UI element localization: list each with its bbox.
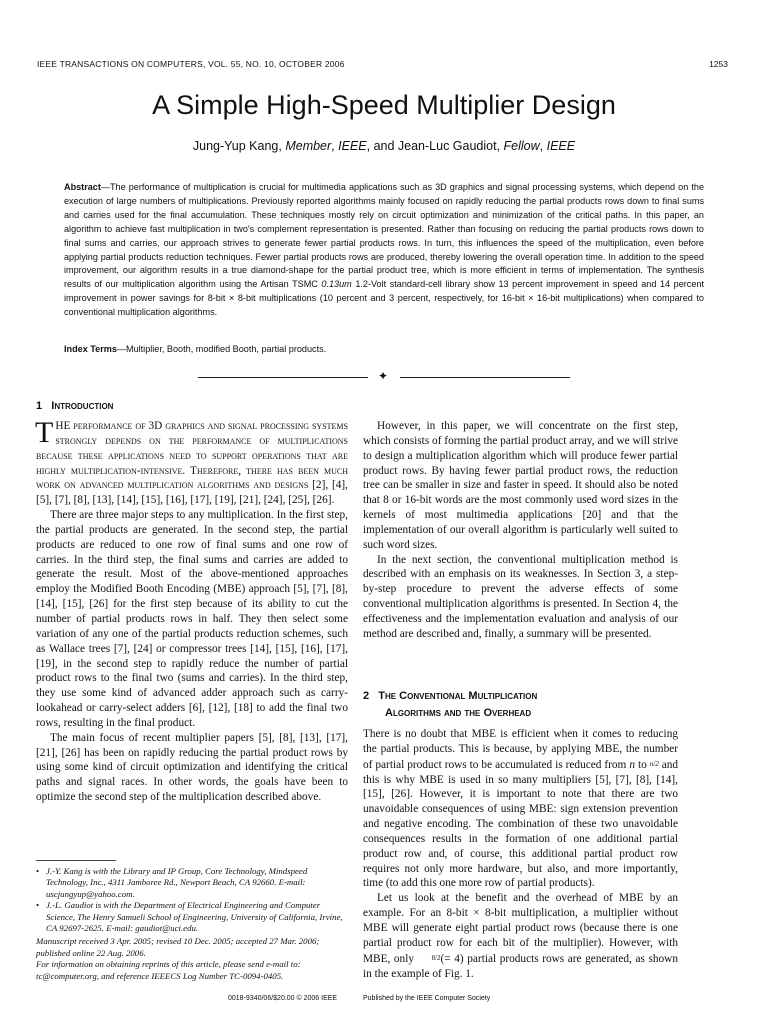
- section-1-number: 1: [36, 400, 43, 412]
- paper-title: A Simple High-Speed Multiplier Design: [152, 90, 616, 120]
- copyright-line: 0018-9340/06/$20.00 © 2006 IEEE: [228, 995, 338, 1002]
- right-column: [363, 419, 678, 642]
- section-2-number: 2: [363, 690, 370, 702]
- author-2-name: , and Jean-Luc Gaudiot,: [366, 139, 504, 153]
- s2p2-equals: (= 4): [440, 952, 464, 965]
- s2p2-text-b: partial products rows are generated, as shown in the example of Fig. 1.: [363, 952, 678, 980]
- author-line: [0, 139, 768, 153]
- s2p1-text-a: There is no doubt that MBE is efficient when it comes to reducing the partial products. This is because, by applying MBE, the number of partial product rows to be accumulated is reduced from: [363, 728, 678, 771]
- footnote-affiliation-1: [36, 866, 348, 900]
- abstract-math: 0.13um: [321, 279, 352, 290]
- drop-cap: T: [35, 416, 54, 449]
- abstract-text-2: 1.2-Volt standard-cell library show 13 percent improvement in speed and 14 percent improvement in power savings for 8-bit × 8-bit multiplications (10 percent and 3 percent, respectively, for 16-bit × 16-bit multiplications) when compared to conventional multiplication algorithms.: [64, 279, 704, 318]
- section-2-paragraph-2: [363, 891, 678, 981]
- left-column: [35, 416, 348, 805]
- index-terms: [64, 344, 704, 354]
- section-2-body: [363, 727, 678, 981]
- running-header: IEEE TRANSACTIONS ON COMPUTERS, VOL. 55, NO. 10, OCTOBER 2006: [37, 59, 345, 69]
- index-terms-label: Index Terms: [64, 344, 117, 354]
- abstract-text-1: —The performance of multiplication is crucial for multimedia applications such as 3D graphics and signal processing systems, which depend on the execution of large numbers of multiplications. Previously reported algorithms mainly focused on rapidly reducing the partial products rows down to final sums and carries used for the final accumulation. These techniques mostly rely on circuit optimization and minimization of the critical paths. In this paper, an algorithm to achieve fast multiplication in two's complement representation is presented. Rather than focusing on reducing the partial products rows down to final sums and carries, our approach strives to generate fewer partial products rows. In turn, this influences the speed of the multiplication, even before applying partial products reduction techniques. Fewer partial products rows are produced, thereby lowering the overall operation time. In addition to the speed improvement, our algorithm results in a true diamond-shape for the partial product tree, which is more efficient in terms of implementation. The synthesis results of our multiplication algorithm using the Artisan TSMC: [64, 182, 704, 290]
- manuscript-history: Manuscript received 3 Apr. 2005; revised 10 Dec. 2005; accepted 27 Mar. 2006; published online 22 Aug. 2006.: [36, 936, 320, 958]
- author-1-role: Member: [285, 139, 332, 153]
- section-divider: [198, 371, 570, 383]
- bullet-icon: •: [36, 900, 40, 911]
- section-2-title-line-1: The Conventional Multiplication: [378, 690, 538, 702]
- author-1-sep: ,: [331, 139, 339, 153]
- abstract-label: Abstract: [64, 182, 101, 192]
- intro-paragraph-3: The main focus of recent multiplier papers [5], [8], [13], [17], [21], [26] has been on rapidly reducing the partial product rows by using some kind of circuit optimization and identifying the critical paths and signal races. In other words, the goals have been to optimize the second step of the multiplication described above.: [36, 731, 348, 804]
- footnotes: [36, 866, 348, 982]
- index-terms-text: —Multiplier, Booth, modified Booth, partial products.: [116, 344, 327, 354]
- author-2-role: Fellow: [503, 139, 540, 153]
- section-2-paragraph-1: [363, 727, 678, 891]
- intro-paragraph-5: In the next section, the conventional multiplication method is described with an emphasis on its weaknesses. In Section 3, a step-by-step procedure to prevent the adverse effects of some conventional multiplication algorithms is presented. In Section 4, the effectiveness and the implementation evaluation and analysis of our method are described and, finally, a summary will be presented.: [363, 553, 678, 640]
- section-2-heading: [363, 688, 678, 722]
- intro-paragraph-1-text: HE performance of 3D graphics and signal processing systems strongly depends on the performance of multiplications because these applications need to support operations that are highly multiplication-intensive. Therefore, there has been much work on advanced multiplication algorithms and designs [2], [4], [5], [7], [8], [13], [14], [15], [16], [17], [19], [21], [24], [25], [26].: [36, 420, 348, 507]
- s2p2-text-a: Let us look at the benefit and the overhead of MBE by an example. For an 8-bit × 8-bit multiplication, a multiplier without MBE will generate eight partial product rows (because there is one partial product row for each bit of the multiplier). However, with MBE, only: [363, 892, 678, 965]
- footnote-2-text: J.-L. Gaudiot is with the Department of Electrical Engineering and Computer Science, The Henry Samueli School of Engineering, University of California, Irvine, CA 92697-2625. E-mail: gaudiot@uci.edu.: [46, 900, 343, 934]
- s2p1-to: to: [635, 758, 650, 771]
- reprints-info: For information on obtaining reprints of this article, please send e-mail to: tc@computer.org, and reference IEEECS Log Number TC-0094-0405.: [36, 959, 301, 981]
- divider-ornament-icon: ✦: [378, 369, 389, 383]
- s2p1-text-b: and this is why MBE is used in so many multipliers [5], [7], [8], [14], [15], [26]. However, it is important to note that there are two unavoidable consequences of using MBE: sign extension prevention and negative encoding. The combination of these two unavoidable consequences results in the formation of one additional partial product row and, of course, this additional partial product row requires not only more hardware, but also, and more importantly, time (to add this one more row of partial products).: [363, 758, 679, 890]
- intro-paragraph-1: [35, 416, 348, 508]
- section-1-title: Introduction: [51, 400, 114, 412]
- divider-line-left: [198, 377, 368, 378]
- footnote-affiliation-2: [36, 900, 348, 934]
- s2p1-fraction: n/2: [649, 759, 659, 768]
- footnote-rule: [36, 860, 116, 861]
- author-1-org: IEEE: [338, 139, 367, 153]
- author-1-name: Jung-Yup Kang,: [192, 139, 286, 153]
- section-2-title-line-2: Algorithms and the Overhead: [385, 707, 532, 719]
- section-1-heading: [36, 400, 113, 412]
- abstract: [64, 181, 704, 320]
- publisher-line: Published by the IEEE Computer Society: [363, 995, 491, 1002]
- author-2-org: IEEE: [546, 139, 576, 153]
- footnote-1-text: J.-Y. Kang is with the Library and IP Group, Core Technology, Mindspeed Technology, Inc., 4311 Jamboree Rd., Newport Beach, CA 92660. E-mail: uscjungyup@yahoo.com.: [46, 866, 308, 899]
- intro-paragraph-2: There are three major steps to any multiplication. In the first step, the partial products are generated. In the second step, the partial products are reduced to one row of final sums and one row of carries. In the third step, the final sums and carries are added to generate the result. Most of the above-mentioned approaches employ the Modified Booth Encoding (MBE) approach [5], [7], [8], [14], [15], [26] for the first step because of its ability to cut the number of partial products rows in half. They then select some variation of any one of the partial products reduction schemes, such as Wallace trees [7], [24] or compressor trees [14], [15], [16], [17], [19], in the second step to rapidly reduce the number of partial product rows to the final two (sums and carries). In the third step, they use some kind of advanced adder approach such as carry-lookahead or carry-select adders [6], [12], [18] to add the final two rows, resulting in the final product.: [36, 509, 348, 729]
- s2p2-fraction: 8/2: [431, 953, 441, 962]
- bullet-icon: •: [36, 866, 40, 876]
- author-2-sep: ,: [539, 139, 547, 153]
- intro-paragraph-4: However, in this paper, we will concentrate on the first step, which consists of forming the partial product array, and we will strive to design a multiplication algorithm which will produce fewer partial product rows. By having fewer partial product rows, the reduction tree can be smaller in size and faster in speed. It should also be noted that 8 or 16-bit words are the most commonly used word sizes in the kernels of most multimedia applications [20] and that the implementation of our overall algorithm is particularly well suited to such word sizes.: [363, 420, 678, 551]
- page-number: 1253: [709, 59, 728, 69]
- divider-line-right: [400, 377, 570, 378]
- s2p1-var-n: n: [629, 758, 635, 771]
